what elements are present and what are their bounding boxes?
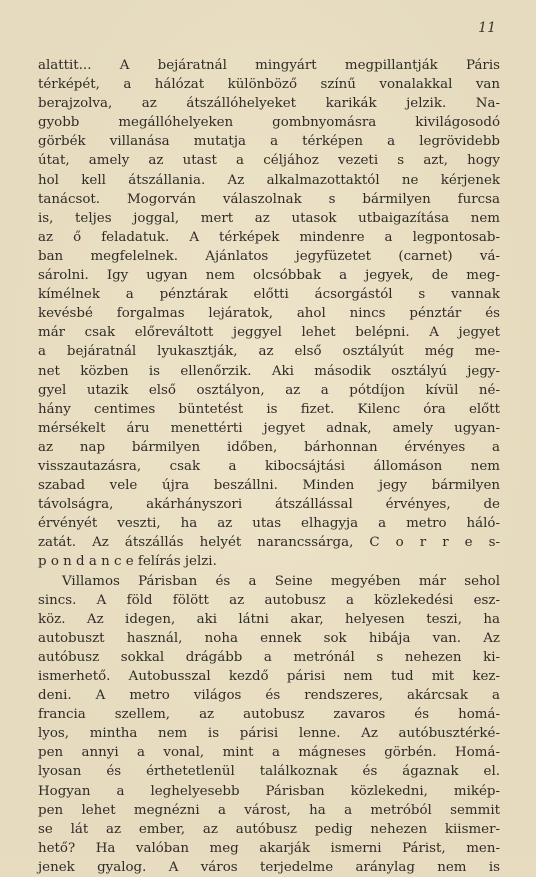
text-line: az nap bármilyen időben, bárhonnan érvényes a (38, 439, 500, 455)
text-line: se lát az ember, az autóbusz pedig nehezen kiismer- (38, 821, 500, 837)
text-line: ismerhető. Autobusszal kezdő párisi nem tud mit kez- (38, 669, 500, 684)
page-number: 11 (478, 20, 496, 36)
text-line: hető? Ha valóban meg akarják ismerni Párist, men- (38, 840, 500, 856)
text-line: lyosan és érthetetlenül találkoznak és ágaznak el. (38, 764, 500, 780)
text-line: útat, amely az utast a céljához vezeti s azt, hogy (38, 153, 500, 169)
text-line: net közben is ellenőrzik. Aki második osztályú jegy- (38, 363, 500, 379)
text-line: már csak előreváltott jeggyel lehet belépni. A jegyet (38, 325, 500, 341)
text-line: p o n d a n c e felírás jelzi. (38, 554, 217, 570)
text-line: távolságra, akárhányszori átszállással érvényes, de (38, 497, 500, 513)
text-line: visszautazásra, csak a kibocsájtási állomáson nem (38, 458, 500, 474)
text-line: jenek gyalog. A város terjedelme aránylag nem is (38, 859, 500, 875)
text-line: érvényét veszti, ha az utas elhagyja a metro háló- (38, 516, 500, 532)
text-line: szabad vele újra beszállni. Minden jegy bármilyen (38, 478, 500, 494)
text-line: sárolni. Igy ugyan nem olcsóbbak a jegyek, de meg- (38, 268, 500, 284)
text-line: lyos, mintha nem is párisi lenne. Az autóbusztérké- (38, 726, 500, 742)
text-line: deni. A metro világos és rendszeres, akárcsak a (38, 688, 500, 704)
text-line: Hogyan a leghelyesebb Párisban közlekedni, mikép- (38, 783, 500, 799)
text-line: a bejáratnál lyukasztják, az első osztályút még me- (38, 344, 500, 360)
text-line: gyel utazik első osztályon, az a pótdíjon kívül né- (38, 382, 500, 398)
body-text (38, 56, 500, 877)
text-line: görbék villanása mutatja a térképen a legrövidebb (38, 134, 500, 150)
text-line: hány centimes büntetést is fizet. Kilenc óra előtt (38, 401, 500, 417)
text-line: kímélnek a pénztárak előtti ácsorgástól s vannak (38, 287, 500, 303)
text-line: autóbusz sokkal drágább a metrónál s nehezen ki- (38, 649, 500, 665)
text-line: kevésbé forgalmas lejáratok, ahol nincs pénztár és (38, 306, 500, 322)
text-line: hol kell átszállania. Az alkalmazottaktól ne kérjenek (38, 172, 500, 188)
text-line: sincs. A föld fölött az autobusz a közlekedési esz- (38, 592, 500, 608)
text-line: gyobb megállóhelyeken gombnyomásra kivilágosodó (38, 115, 500, 131)
text-line: pen lehet megnézni a várost, ha a metróból semmit (38, 802, 500, 818)
text-line: berajzolva, az átszállóhelyeket karikák jelzik. Na- (38, 96, 500, 112)
text-line: pen annyi a vonal, mint a mágneses görbén. Homá- (38, 745, 500, 761)
text-line: Villamos Párisban és a Seine megyében már sehol (62, 573, 500, 589)
text-line: tanácsot. Mogorván válaszolnak s bármilyen furcsa (38, 191, 500, 207)
text-line: ban megfelelnek. Ajánlatos jegyfüzetet (carnet) vá- (38, 248, 500, 264)
text-line: is, teljes joggal, mert az utasok utbaigazítása nem (38, 210, 500, 226)
text-line: mérsékelt áru menettérti jegyet adnak, amely ugyan- (38, 420, 500, 436)
text-line: térképét, a hálózat különböző színű vonalakkal van (38, 77, 500, 93)
text-line: autobuszt használ, noha ennek sok hibája van. Az (38, 630, 500, 646)
text-line: az ő feladatuk. A térképek mindenre a legpontosab- (38, 229, 500, 245)
text-line: köz. Az idegen, aki látni akar, helyesen teszi, ha (38, 611, 500, 627)
text-line: alattit... A bejáratnál mingyárt megpillantják Páris (38, 58, 500, 73)
text-line: francia szellem, az autobusz zavaros és homá- (38, 707, 500, 723)
text-line: zatát. Az átszállás helyét narancssárga, C o r r e s- (38, 535, 500, 551)
